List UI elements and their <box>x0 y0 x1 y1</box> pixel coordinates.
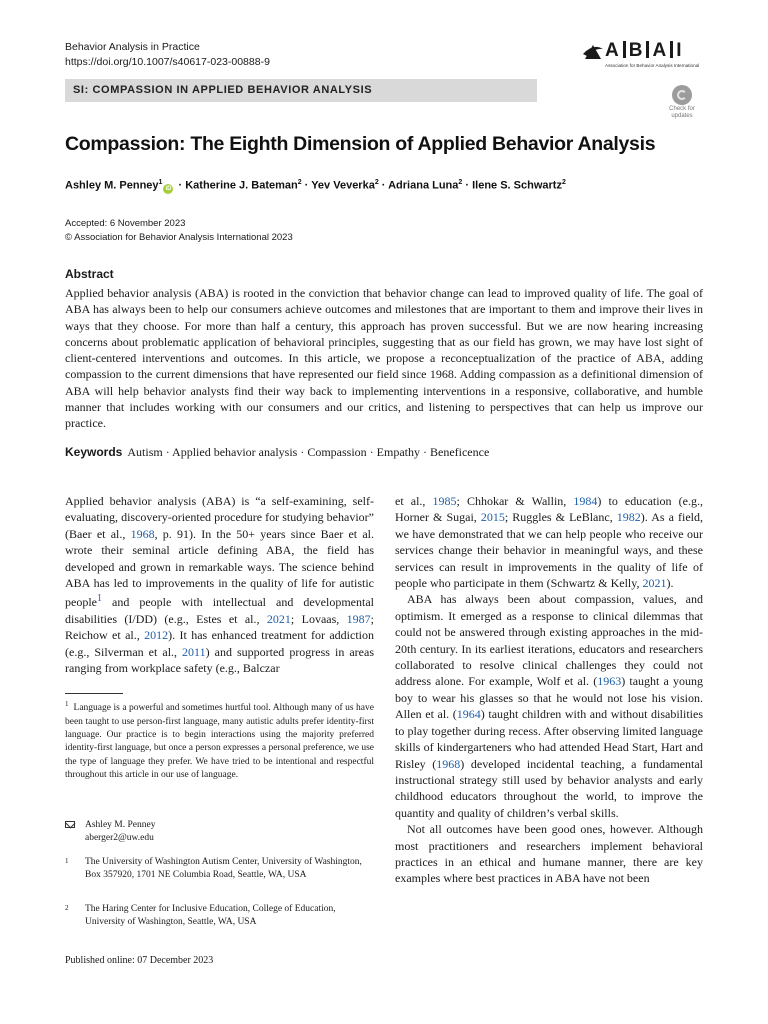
citation-link[interactable]: 1968 <box>130 526 155 541</box>
affiliation-number: 1 <box>65 857 69 865</box>
journal-name: Behavior Analysis in Practice <box>65 41 200 53</box>
author-separator: · <box>462 179 473 192</box>
body-column-right <box>395 493 703 887</box>
copyright-notice: © Association for Behavior Analysis International 2023 <box>65 232 293 243</box>
body-paragraph: Not all outcomes have been good ones, however. Although most practitioners and researchers implement behavioral practices in an ethical and humane manner, there are key examples where best practices in ABA have not been <box>395 822 703 886</box>
abai-logo[interactable] <box>583 40 703 72</box>
check-for-updates-label: Check for updates <box>669 106 695 119</box>
footnote-number: 1 <box>65 700 69 708</box>
author-affiliation-ref: 2 <box>374 179 379 186</box>
doi-link[interactable]: https://doi.org/10.1007/s40617-023-00888-9 <box>65 56 270 68</box>
body-column-left <box>65 493 374 676</box>
footnote-text: Language is a powerful and sometimes hurtful tool. Although many of us have been taught to use person-first language, many autistic adults prefer identity-first language. Our practice is to begin interactions using the majority preferred identity-first language, but once a person expresses a personal preference, we use the type of language they prefer. We have tried to be intentional and respectful throughout this article in our use of language. <box>65 703 374 781</box>
citation-link[interactable]: 2021 <box>642 576 667 591</box>
footnote-divider <box>65 693 123 694</box>
author-separator: · <box>175 179 186 192</box>
author-affiliation-ref: 2 <box>458 179 463 186</box>
author-affiliation-ref: 2 <box>297 179 302 186</box>
citation-link[interactable]: 1985 <box>432 494 457 508</box>
citation-link[interactable]: 1984 <box>573 494 598 508</box>
citation-link[interactable]: 2011 <box>182 644 206 659</box>
affiliation-text: The Haring Center for Inclusive Education, College of Education, University of Washington, Seattle, WA, USA <box>85 904 336 928</box>
body-paragraph: ABA has always been about compassion, values, and optimism. It emerged as a response to clinical dilemmas that could not be answered through existing approaches in the mid-20th century. In its earliest iterations, educators and researchers collaborated to resolve clinical challenges they could not address alone. For example, Wolf et al. (1963) taught a young boy to wear his glasses so that he would not lose his vision. Allen et al. (1964) taught children with and without disabilities to play together during recess. After observing limited language skills of kindergarteners who had attended Head Start, Hart and Risley (1968) developed incidental teaching, a fundamental instructional strategy still used by behavior analysts and early childhood educators throughout the world, to improve the quantity and quality of children’s verbal skills. <box>395 592 703 820</box>
orcid-icon[interactable]: iD <box>165 185 172 192</box>
citation-link[interactable]: 1963 <box>597 674 622 689</box>
affiliation-text: The University of Washington Autism Center, University of Washington, Box 357920, 1701 NE Columbia Road, Seattle, WA, USA <box>85 857 362 881</box>
abstract-heading: Abstract <box>65 267 114 281</box>
citation-link[interactable]: 1968 <box>436 756 461 771</box>
author-affiliation-ref: 1 <box>158 179 163 186</box>
author-name[interactable]: Ashley M. Penney <box>65 179 159 192</box>
correspondence-email[interactable]: aberger2@uw.edu <box>85 833 154 844</box>
correspondence-name: Ashley M. Penney <box>85 820 156 830</box>
section-banner: SI: COMPASSION IN APPLIED BEHAVIOR ANALYSIS <box>65 79 537 102</box>
article-title: Compassion: The Eighth Dimension of Applied Behavior Analysis <box>65 133 656 155</box>
refresh-icon <box>672 85 692 105</box>
accepted-date: Accepted: 6 November 2023 <box>65 218 186 229</box>
citation-link[interactable]: 2021 <box>266 611 291 626</box>
author-list <box>65 179 566 194</box>
published-date: Published online: 07 December 2023 <box>65 955 214 966</box>
keywords <box>65 445 705 460</box>
abai-logo-letters: A B A I <box>605 40 683 61</box>
citation-link[interactable]: 1982 <box>616 510 641 525</box>
footnote-ref-link[interactable]: 1 <box>97 593 102 605</box>
affiliation-number: 2 <box>65 904 69 912</box>
footnote <box>65 698 374 783</box>
body-paragraph: et al., 1985; Chhokar & Wallin, 1984) to education (e.g., Horner & Sugai, 2015; Ruggles & LeBlanc, 1982). As a field, we have demonstrated that we can help people who receive our services change their behavior in meaningful ways, and these services can result in improvements in the quality of life of people who participate in them (Schwartz & Kelly, 2021). <box>395 494 703 591</box>
author-name[interactable]: Katherine J. Bateman <box>185 179 298 192</box>
check-for-updates-badge[interactable] <box>662 83 702 123</box>
envelope-icon <box>65 821 75 828</box>
citation-link[interactable]: 2015 <box>480 510 505 525</box>
abai-logo-icon <box>583 43 603 61</box>
body-paragraph: Applied behavior analysis (ABA) is “a self-examining, self-evaluating, discovery-oriented procedure for studying behavior” (Baer et al., 1968, p. 91). In the 50+ years since Baer et al. wrote their seminal article defining ABA, the field has developed and grown in remarkable ways. The science behind ABA has led to improvements in the quality of life for autistic people$^1$ and people with intellectual and developmental disabilities (I/DD) (e.g., Estes et al., 2021; Lovaas, 1987; Reichow et al., 2012). It has enhanced treatment for addiction (e.g., Silverman et al., 2011) and supported progress in areas ranging from workplace safety (e.g., Balczar <box>65 494 375 676</box>
author-separator: · <box>301 179 312 192</box>
author-affiliation-ref: 2 <box>561 179 566 186</box>
keywords-list: Autism · Applied behavior analysis · Compassion · Empathy · Beneficence <box>127 445 490 459</box>
author-separator: · <box>378 179 389 192</box>
keywords-label: Keywords <box>65 445 123 459</box>
abstract-text: Applied behavior analysis (ABA) is rooted in the conviction that behavior change can lead to improved quality of life. The goal of ABA has always been to help our consumers achieve outcomes and milestones that are important to them and improve their lives in ways that they choose. For more than half a century, this approach has proven successful. But we are now hearing increasing concerns about problematic application of behavioral principles, suggesting that as our field has grown, we may have lost sight of client-centered interventions and outcomes. In this article, we propose a reconceptualization of the practice of ABA, adding compassion to the current dimensions that have represented our field since 1968. Adding compassion as a definitional dimension of ABA will help behavior analysts find their way back to implementing interventions in a responsive, collaborative, and humble manner that includes working with our consumers and our critics, and listening to perspectives that can help us improve our practice. <box>65 286 703 431</box>
abai-logo-subtitle: Association for Behavior Analysis International <box>605 63 700 68</box>
citation-link[interactable]: 1964 <box>456 707 481 722</box>
citation-link[interactable]: 1987 <box>346 611 371 626</box>
author-name[interactable]: Yev Veverka <box>311 179 375 192</box>
author-name[interactable]: Adriana Luna <box>388 179 459 192</box>
citation-link[interactable]: 2012 <box>144 628 169 643</box>
author-name[interactable]: Ilene S. Schwartz <box>472 179 562 192</box>
